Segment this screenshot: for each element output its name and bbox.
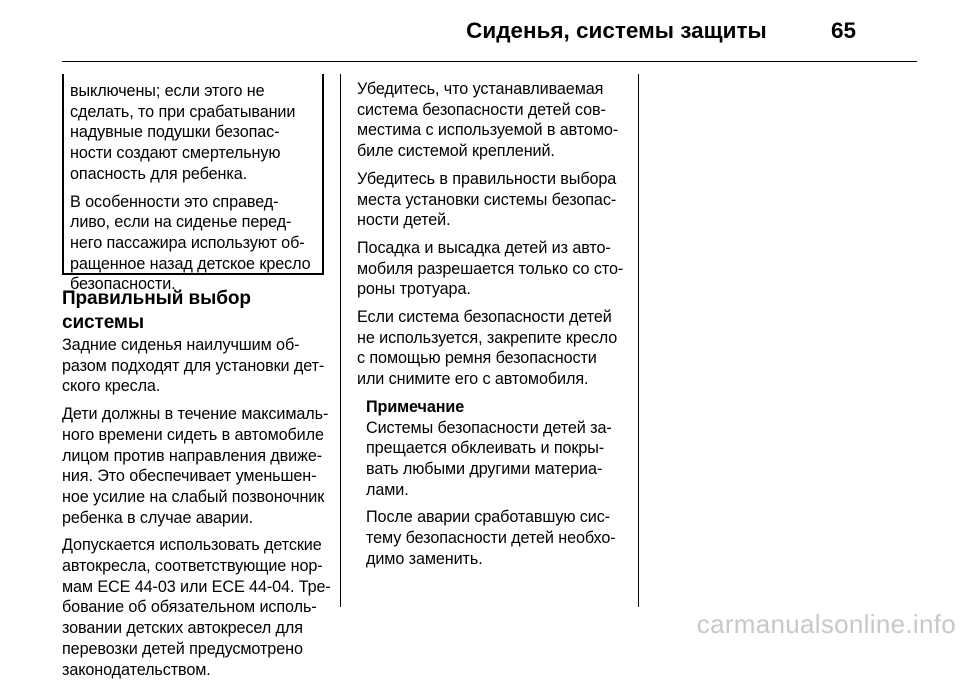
warning-text bbox=[70, 81, 322, 302]
watermark: carmanualsonline.info bbox=[696, 609, 956, 639]
note-block bbox=[357, 397, 632, 570]
page-header bbox=[0, 14, 918, 48]
body-paragraph: Убедитесь в правильности выбора места установки системы безопас- ности детей. bbox=[357, 169, 617, 230]
body-paragraph: Если система безопасности детей не используется, закрепите кресло с помощью ремня безопасности или снимите его с автомобиля. bbox=[357, 308, 618, 389]
right-column bbox=[357, 79, 632, 576]
page-title: Сиденья, системы защиты bbox=[466, 18, 767, 43]
section-left bbox=[62, 287, 334, 687]
note-paragraph: Системы безопасности детей за- прещается обклеивать и покры- вать любыми другими материа- лами. bbox=[366, 418, 612, 499]
warning-paragraph: выключены; если этого не сделать, то при срабатывании надувные подушки безопас- ности создают смертельную опасность для ребенка. bbox=[70, 82, 296, 183]
note-paragraph: После аварии сработавшую сис- тему безопасности детей необхо- димо заменить. bbox=[366, 508, 616, 568]
header-rule bbox=[62, 61, 917, 62]
column-divider-left bbox=[340, 74, 341, 607]
body-paragraph: Дети должны в течение максималь- ного времени сидеть в автомобиле лицом против направления движе- ния. Это обеспечивает уменьшен- ное усилие на слабый позвоночник ребенка в случае аварии. bbox=[62, 405, 329, 527]
page-number: 65 bbox=[830, 18, 856, 43]
column-divider-right bbox=[638, 74, 639, 607]
body-paragraph: Посадка и высадка детей из авто- мобиля разрешается только со сто- роны тротуара. bbox=[357, 238, 624, 299]
note-heading: Примечание bbox=[366, 397, 465, 416]
body-paragraph: Задние сиденья наилучшим об- разом подходят для установки дет- ского кресла. bbox=[62, 336, 325, 396]
body-paragraph: Убедитесь, что устанавливаемая система безопасности детей сов- местима с используемой в автомо- биле системой креплений. bbox=[357, 80, 619, 161]
warning-paragraph: В особенности это справед- ливо, если на сиденье перед- него пассажира используют об- ращенное назад детское кресло безопасности. bbox=[70, 192, 311, 294]
section-heading: Правильный выбор системы bbox=[62, 288, 251, 333]
body-paragraph: Допускается использовать детские автокресла, соответствующие нор- мам ECE 44-03 или ECE 44-04. Тре- бование об обязательном исполь- зовании детских автокресел для перевозки детей предусмотрено законодательством. bbox=[62, 536, 331, 679]
